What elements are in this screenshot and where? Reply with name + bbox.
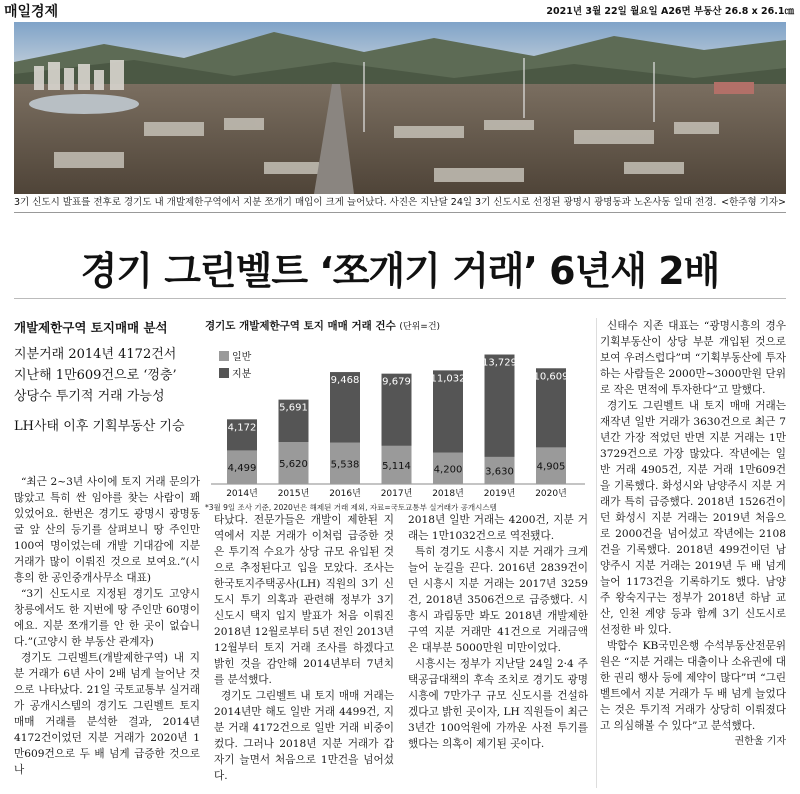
data-label-share: 9,679 [382, 376, 411, 388]
top-bar [0, 0, 800, 22]
data-label-general: 5,538 [330, 459, 360, 471]
column-divider [596, 318, 597, 788]
data-label-general: 4,200 [433, 464, 463, 476]
article-column-4 [600, 318, 786, 750]
data-label-share: 9,468 [330, 375, 360, 387]
paragraph: 시흥시는 정부가 지난달 24일 2·4 주택공급대책의 후속 조치로 경기도 광명시흥에 7만가구 규모 신도시를 건설하겠다고 밝힌 곳이자, LH 직원들이 최근 3년간 100억원에 가까운 사전 투기를 했다는 의혹이 제기된 곳이다. [408, 658, 588, 750]
paragraph: 경기도 그린벨트 내 토지 매매 거래는 2014년만 해도 일반 거래 4499건, 지분 거래 4172건으로 일반 거래 비중이 컸다. 그러나 2018년 지분 거래가 갑자기 늘면서 처음으로 1만건을 넘어섰다. [214, 690, 394, 782]
x-tick-label: 2016년 [329, 489, 361, 499]
chart-plot [205, 334, 590, 500]
data-label-general: 3,630 [485, 466, 514, 478]
masthead: 매일경제 [4, 4, 59, 20]
photo-credit: <한주형 기자> [721, 197, 786, 208]
paragraph: 박합수 KB국민은행 수석부동산전문위원은 “지분 거래는 대출이나 소유권에 대한 권리 행사 등에 제약이 많다”며 “그린벨트에서 지분 거래가 두 배 넘게 늘었다는 것은 투기적 거래가 상당히 이뤄졌다고 의심해볼 수 있다”고 분석했다. [600, 640, 786, 732]
dateline: 2021년 3월 22일 월요일 A26면 부동산 26.8 x 26.1㎝ [546, 6, 794, 17]
legend-label: 지분 [232, 369, 252, 380]
data-label-general: 4,905 [536, 461, 566, 473]
chart-unit: (단위=건) [399, 322, 441, 332]
chart-note: *3월 9일 조사 기준, 2020년은 해제된 거래 제외, 자료=국토교통부 실거래가 공개시스템 [205, 503, 497, 512]
article-column-3 [408, 512, 588, 752]
subhead-line: 상당수 투기적 거래 가능성 [14, 389, 165, 404]
x-tick-label: 2015년 [277, 489, 310, 499]
subhead-second: LH사태 이후 기획부동산 기승 [14, 419, 185, 434]
subhead-line: 지분거래 2014년 4172건서 [14, 347, 177, 362]
bar-share [485, 355, 515, 457]
article-column-1 [14, 474, 200, 778]
caption-text: 3기 신도시 발표를 전후로 경기도 내 개발제한구역에서 지분 쪼개기 매입이 크게 늘어났다. 사진은 지난달 24일 3기 신도시로 선정된 광명시 광명동과 노온사동 일대 전경. [14, 197, 717, 208]
subhead-kicker: 개발제한구역 토지매매 분석 [14, 320, 168, 335]
x-tick-label: 2018년 [432, 489, 464, 499]
aerial-photo [14, 22, 786, 194]
subhead-line: 지난해 1만609건으로 ‘껑충’ [14, 368, 177, 383]
data-label-share: 5,691 [279, 402, 308, 414]
paragraph: 경기도 그린벨트 내 토지 매매 거래는 재작년 일반 거래가 3630건으로 최근 7년간 가장 적었던 반면 지분 거래는 1만3729건으로 가장 많았다. 작년에는 일반 거래 4905건, 지분 거래 1만609건을 기록했다. 화성시와 남양주시 지분 거래가 특히 급증했다. 2018년 1526건이던 화성시 지분 거래는 2019년 처음으로 2000건을 넘어섰고 작년에는 2108건을 기록했다. 2018년 499건이던 남양주시 지분 거래는 2019년 두 배 넘게 늘어 1173건을 기록하기도 했다. 남양주 왕숙지구는 정부가 2018년 하남 교산, 인천 계양 등과 함께 3기 신도시로 선정한 바 있다. [600, 400, 786, 636]
subheadline-block [14, 318, 204, 434]
bar-chart [205, 318, 590, 500]
data-label-general: 5,114 [382, 460, 411, 472]
legend-label: 일반 [232, 352, 252, 363]
paragraph: 타났다. 전문가들은 개발이 제한된 지역에서 지분 거래가 이처럼 급증한 것은 투기적 수요가 상당 규모 유입된 것으로 추정된다고 입을 모았다. 조사는 한국토지주택공사(LH) 직원의 3기 신도시 투기 의혹과 관련해 정부가 3기 신도시 택지 입지 발표가 처음 이뤄진 2018년 12월로부터 5년 전인 2013년 12월부터 토지 거래 조사를 하겠다고 밝힌 것을 감안해 2014년부터 7년치를 분석했다. [214, 514, 394, 686]
byline: 권한울 기자 [734, 736, 786, 747]
divider [14, 298, 786, 299]
paragraph: 2018년 일반 거래는 4200건, 지분 거래는 1만1032건으로 역전됐다. [408, 514, 588, 542]
photo-caption [14, 197, 786, 209]
divider [14, 212, 786, 213]
x-tick-label: 2017년 [380, 489, 413, 499]
data-label-share: 10,609 [533, 371, 569, 383]
paragraph: 신태수 지존 대표는 “광명시흥의 경우 기획부동산이 상당 부분 개입된 것으로 보여 우려스럽다”며 “기획부동산에 투자하는 사람들은 2000만~3000만원 단위로 작은 면적에 투자한다”고 말했다. [600, 320, 786, 396]
data-label-general: 5,620 [279, 459, 308, 471]
paragraph: 특히 경기도 시흥시 지분 거래가 크게 늘어 눈길을 끈다. 2016년 2839건이던 시흥시 지분 거래는 2017년 3259건, 2018년 3506건으로 급증했다. 시흥시 과림동만 봐도 2018년 개발제한구역 지분 거래만 41건으로 거래금액은 대부분 5000만원 미만이었다. [408, 546, 588, 654]
chart-title [205, 318, 590, 333]
chart-title-text: 경기도 개발제한구역 토지 매매 거래 건수 [205, 320, 396, 332]
x-tick-label: 2014년 [226, 489, 258, 499]
data-label-share: 4,172 [227, 422, 257, 434]
paragraph: “3기 신도시로 지정된 경기도 고양시 창릉에서도 한 지번에 땅 주인만 60명이에요. 지분 쪼개기를 안 한 곳이 없습니다.”(고양시 한 부동산 관계자) [14, 588, 200, 648]
data-label-general: 4,499 [227, 463, 257, 475]
x-tick-label: 2019년 [483, 489, 516, 499]
x-tick-label: 2020년 [535, 489, 567, 499]
paragraph: “최근 2~3년 사이에 토지 거래 문의가 많았고 특히 싼 임야를 찾는 사람이 꽤 있었어요. 한번은 경기도 광명시 광명동굴 앞 산의 등기를 살펴보니 땅 주인만 100여 명이었는데 개발 기대감에 지분 거래가 많이 이뤄진 것으로 보여요.”(시흥의 한 공인중개사무소 대표) [14, 476, 200, 584]
headline: 경기 그린벨트 ‘쪼개기 거래’ 6년새 2배 [80, 249, 720, 293]
data-label-share: 13,729 [482, 357, 517, 369]
paragraph: 경기도 그린벨트(개발제한구역) 내 지분 거래가 6년 사이 2배 넘게 늘어난 것으로 나타났다. 21일 국토교통부 실거래가 공개시스템의 경기도 그린벨트 토지 매매 거래를 분석한 결과, 2014년 4172건이었던 지분 거래가 2020년 1만609건으로 두 배 넘게 급증한 것으로 나 [14, 652, 200, 776]
data-label-share: 11,032 [430, 373, 466, 385]
article-column-2 [214, 512, 394, 784]
